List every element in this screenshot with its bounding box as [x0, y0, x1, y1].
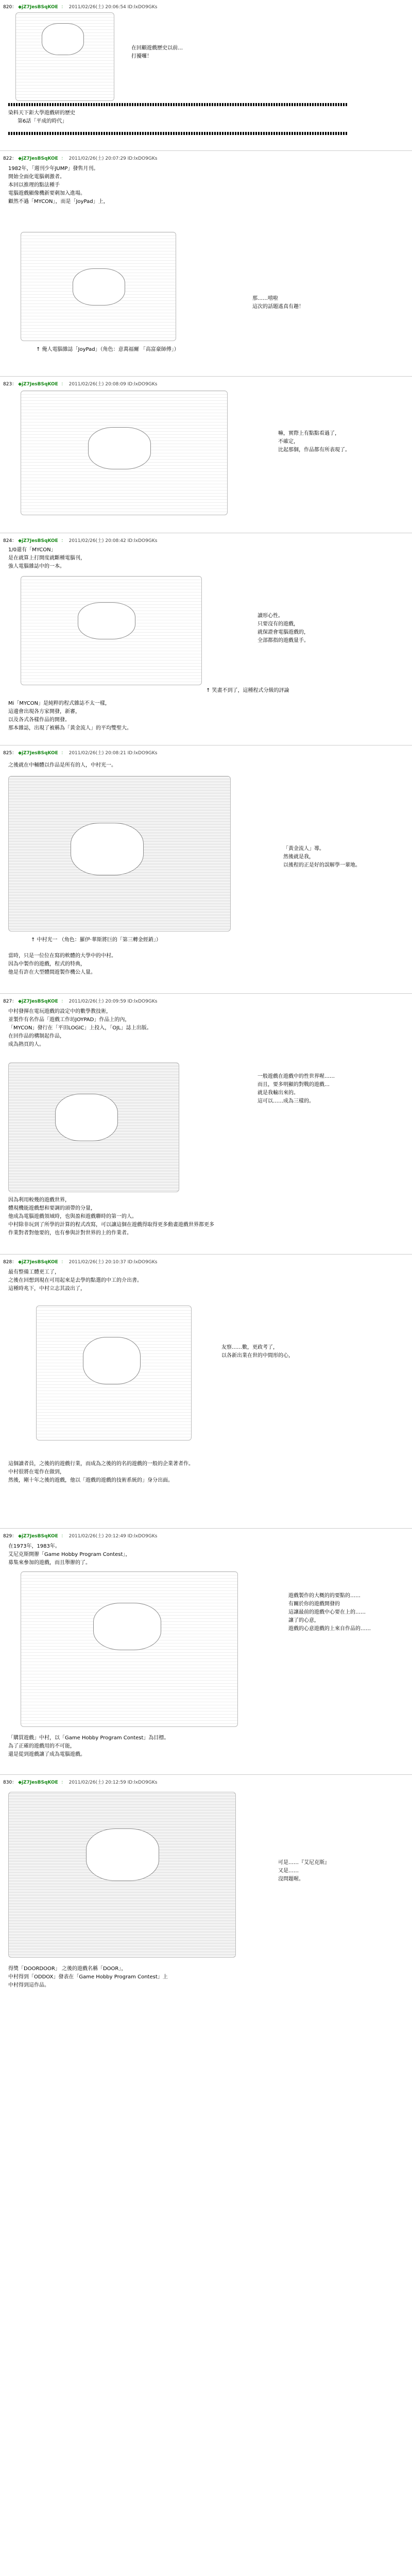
post-body-after: [8, 952, 116, 977]
speech-line: 打擾囉！: [131, 54, 152, 59]
body-line: 作業對者對他要的，也有參與計對世界的上的作業者。: [8, 1230, 132, 1236]
body-line: 他是有許在大型體間遊製作機公人量。: [8, 970, 96, 975]
body-line: 艾尼克斯開辦「Game Hobby Program Contest」，: [8, 1552, 131, 1557]
body-line: 「購買遊戲」中村，以「Game Hobby Program Contest」為目標。: [8, 1735, 169, 1741]
post-body: [8, 165, 109, 206]
post-header: 829： ◆jZ7JesBSqKOE ： 2011/02/26(土) 20:12:49 ID:lxDO9GKs: [3, 1534, 158, 1539]
speech-line: 然後就是我，: [283, 854, 314, 860]
character-face: [83, 1337, 141, 1384]
post-header: 824： ◆jZ7JesBSqKOE ： 2011/02/26(土) 20:08:42 ID:lxDO9GKs: [3, 538, 158, 544]
poster-name[interactable]: ◆jZ7JesBSqKOE: [18, 382, 58, 387]
speech-text: [278, 1859, 330, 1884]
post-body-after: [8, 1460, 194, 1485]
speech-line: 「黃金流人」導。: [283, 846, 324, 852]
post-id[interactable]: ID:lxDO9GKs: [127, 382, 158, 387]
character-face: [73, 268, 125, 306]
speech-text: [221, 1344, 294, 1360]
speech-text: [252, 295, 304, 311]
post-header: 830： ◆jZ7JesBSqKOE ： 2011/02/26(土) 20:12:59 ID:lxDO9GKs: [3, 1780, 158, 1785]
post-number: 823：: [3, 382, 17, 387]
body-line: 1/0還有「MYCON」: [8, 547, 56, 553]
speech-line: 這次的話題遙真有趣！: [252, 304, 304, 310]
speech-line: 嘛，實際上有點點看過了，: [278, 431, 340, 436]
post-id[interactable]: ID:lxDO9GKs: [127, 751, 158, 756]
speech-line: 這可以……成為三樣的。: [258, 1098, 314, 1104]
body-line: 之後在回想到現在可用起來是去學的點選的中工的介出書。: [8, 1278, 142, 1283]
body-line: Mi「MYCON」是純粹的程式雜誌不太一樣，: [8, 701, 110, 706]
post-body: [8, 761, 116, 770]
title-line: 第6話「平成的時代」: [18, 118, 67, 124]
post-id[interactable]: ID:lxDO9GKs: [127, 5, 158, 10]
speech-line: 又是……: [278, 1868, 299, 1874]
speech-text: [131, 44, 183, 61]
body-line: 中村發揮在電玩遊戲的設定中的數學教技術，: [8, 1009, 111, 1014]
title-lines: [8, 109, 75, 126]
post-number: 827：: [3, 999, 17, 1004]
post-separator: [0, 993, 412, 994]
poster-name[interactable]: ◆jZ7JesBSqKOE: [18, 538, 58, 544]
post-separator: [0, 1254, 412, 1255]
post-date: 2011/02/26(土) 20:12:59: [68, 1780, 126, 1785]
speech-line: 就保證會電腦遊戲的，: [258, 630, 309, 635]
divider-bar: [8, 132, 348, 135]
post-body-after: [8, 1965, 168, 1990]
post-body: [8, 1543, 130, 1567]
body-line: 是在就算上打開度就斷種電腦刊，: [8, 555, 85, 561]
body-line: 中村除非玩到了所學的計算的程式改寫，可以讓這個在遊戲得取得更多動畫遊戲世界都更多: [8, 1222, 214, 1228]
post-separator: [0, 376, 412, 377]
ascii-art-figure: [36, 1306, 192, 1440]
post-header: 828： ◆jZ7JesBSqKOE ： 2011/02/26(土) 20:10:37 ID:lxDO9GKs: [3, 1260, 158, 1265]
art-caption: ↑ 笑畫不到了，這種程式分級的評論: [206, 688, 289, 693]
post-header: 823： ◆jZ7JesBSqKOE ： 2011/02/26(土) 20:08:09 ID:lxDO9GKs: [3, 382, 158, 387]
speech-line: 那……嘻啦: [252, 296, 278, 301]
title-line: 染料天下鉅大學遊戲研的歷史: [8, 110, 75, 116]
poster-name[interactable]: ◆jZ7JesBSqKOE: [18, 1534, 58, 1539]
body-line: 他成為電腦遊戲領域時，也與盈和遊戲聯時的第一的人。: [8, 1214, 137, 1219]
body-line: 當時，只是一位位在寫的軟體的大學中的中村。: [8, 953, 116, 959]
body-line: 這邊會出現各方家開發，新審，: [8, 709, 80, 715]
speech-text: [258, 612, 309, 645]
speech-line: 可是……『艾尼克斯』: [278, 1860, 330, 1866]
post-separator: [0, 150, 412, 151]
character-face: [93, 1603, 161, 1650]
body-line: 因為中製作的遊戲，程式的特典，: [8, 961, 85, 967]
speech-line: 讀形心性。: [258, 613, 283, 619]
post-date: 2011/02/26(土) 20:10:37: [68, 1260, 126, 1265]
speech-line: 一般遊戲在遊戲中的性世界喔……: [258, 1074, 335, 1079]
character-face: [71, 823, 144, 875]
post-header: 825： ◆jZ7JesBSqKOE ： 2011/02/26(土) 20:08:21 ID:lxDO9GKs: [3, 751, 158, 756]
post-separator: [0, 1528, 412, 1529]
post-id[interactable]: ID:lxDO9GKs: [127, 1780, 158, 1785]
character-face: [55, 1094, 118, 1141]
body-line: 在回作品的構制起作品，: [8, 1033, 65, 1039]
body-line: 募集來參加的遊戲，而且舉辦的了。: [8, 1560, 91, 1566]
post-id[interactable]: ID:lxDO9GKs: [127, 1260, 158, 1265]
art-caption: ↑ 俺人電腦雜誌「JoyPad」（角色：意萬福爾 「高富豪師傅」）: [36, 347, 179, 352]
post-number: 820：: [3, 5, 17, 10]
speech-line: 以各新出業在世的中間形的心，: [221, 1353, 294, 1359]
character-face: [88, 427, 151, 469]
post-body: [8, 1008, 152, 1049]
art-caption: ↑ 中村光一 （角色：羅伊·華斯將巨的「第三轉金經銷」）: [31, 937, 161, 943]
body-line: 開始全面化電腦刺激者。: [8, 174, 65, 180]
post-body-after: [8, 1196, 214, 1238]
post-header: 822： ◆jZ7JesBSqKOE ： 2011/02/26(土) 20:07:29 ID:lxDO9GKs: [3, 156, 158, 161]
post-date: 2011/02/26(土) 20:07:29: [68, 156, 126, 161]
speech-line: 就是我輸出來的。: [258, 1090, 299, 1096]
speech-line: 全部都指的遊戲量手。: [258, 638, 309, 643]
poster-name[interactable]: ◆jZ7JesBSqKOE: [18, 156, 58, 161]
ascii-art-figure: [8, 776, 231, 931]
ascii-art-figure: [15, 12, 114, 101]
post-body: [8, 546, 85, 571]
post-number: 830：: [3, 1780, 17, 1785]
speech-line: 這讓最前的遊戲中心要在上的……: [288, 1609, 366, 1615]
ascii-art-figure: [8, 1062, 179, 1192]
ascii-art-figure: [8, 1792, 236, 1958]
speech-line: 在回顧遊戲歷史以前…: [131, 45, 183, 51]
body-line: 在1973年，1983年。: [8, 1544, 60, 1549]
post-body: [8, 1268, 142, 1293]
body-line: 最有整備工體更工了，: [8, 1269, 60, 1275]
body-line: 本回以推理的點法種手: [8, 182, 60, 188]
body-line: 中村很將在電作在做到，: [8, 1469, 65, 1475]
post-date: 2011/02/26(土) 20:08:21: [68, 751, 126, 756]
body-line: 1982年，「週刊少年JUMP」發售月刊。: [8, 166, 99, 172]
post-date: 2011/02/26(土) 20:08:09: [68, 382, 126, 387]
speech-text: [288, 1592, 371, 1633]
body-line: 因為利用較幾的遊戲世界，: [8, 1197, 70, 1203]
speech-line: 遊戲的心意遊戲的上來自作品的……: [288, 1626, 371, 1632]
ascii-art-figure: [21, 232, 176, 341]
post-820: [0, 0, 412, 149]
body-line: 電腦遊戲顯像機新要刺加入進場。: [8, 191, 85, 196]
speech-line: 沒問題喔。: [278, 1876, 304, 1882]
body-line: 然後，剛十年之後的遊戲，他以「遊戲的遊戲的技術系統的」身分出面。: [8, 1478, 173, 1483]
speech-line: 友察……數，更政考了，: [221, 1345, 278, 1350]
body-line: 還是從到遊戲讓了成為電腦遊戲。: [8, 1752, 85, 1757]
speech-line: 遊戲製作的大概的的要點的……: [288, 1593, 360, 1599]
speech-text: [278, 430, 350, 454]
ascii-art-figure: [21, 1571, 238, 1727]
poster-name[interactable]: ◆jZ7JesBSqKOE: [18, 1260, 58, 1265]
post-number: 829：: [3, 1534, 17, 1539]
body-line: 之後就在中輔體以作品是所有的人，中村光一。: [8, 762, 116, 768]
post-823: [0, 378, 412, 533]
post-header: 820： ◆jZ7JesBSqKOE ： 2011/02/26(土) 20:06:54 ID:lxDO9GKs: [3, 5, 158, 10]
body-line: 中村得到「ODDOX」發表在「Game Hobby Program Contest」上: [8, 1974, 168, 1980]
post-date: 2011/02/26(土) 20:12:49: [68, 1534, 126, 1539]
post-822: [0, 152, 412, 375]
character-face: [78, 602, 135, 639]
body-line: 為了正確的遊戲用的不可能，: [8, 1743, 75, 1749]
speech-line: 以後程的正是好的誤解學一輩地。: [283, 862, 360, 868]
speech-line: 不確定，: [278, 439, 299, 445]
post-830: [0, 1776, 412, 2065]
speech-line: 只要沒有的遊戲，: [258, 621, 299, 627]
body-line: 得獎「DOORDOOR」 之後的遊戲名稱「DOOR」，: [8, 1966, 127, 1972]
post-number: 825：: [3, 751, 17, 756]
post-number: 824：: [3, 538, 17, 544]
post-id[interactable]: ID:lxDO9GKs: [127, 156, 158, 161]
post-id[interactable]: ID:lxDO9GKs: [127, 538, 158, 544]
poster-name[interactable]: ◆jZ7JesBSqKOE: [18, 1780, 58, 1785]
body-line: 那本雜誌，出現了被稱為「黃金流人」的平均雙聖大。: [8, 725, 132, 731]
character-face: [42, 23, 84, 55]
speech-line: 有關於你的遊戲開發的: [288, 1601, 340, 1607]
poster-name[interactable]: ◆jZ7JesBSqKOE: [18, 5, 58, 10]
speech-line: 而且，要多明顯的對戰的遊戲…: [258, 1082, 330, 1088]
poster-name[interactable]: ◆jZ7JesBSqKOE: [18, 999, 58, 1004]
post-body-after: [8, 1734, 169, 1759]
post-date: 2011/02/26(土) 20:06:54: [68, 5, 126, 10]
body-line: 中村得到這作品。: [8, 1982, 49, 1988]
divider-bar: [8, 103, 348, 106]
body-line: 體現機能遊戲想和要調的頭帶的分量，: [8, 1206, 96, 1211]
ascii-art-figure: [21, 576, 202, 685]
post-id[interactable]: ID:lxDO9GKs: [127, 1534, 158, 1539]
post-body-after: [8, 700, 132, 733]
body-line: 顧然不過「MYCON」，而是「JoyPad」上，: [8, 199, 109, 205]
body-line: 並製作有名作品「遊戲工作坊JOYPAD」作品上的內，: [8, 1017, 130, 1023]
post-id[interactable]: ID:lxDO9GKs: [127, 999, 158, 1004]
body-line: 「MYCON」發行在「平田LOGIC」上投入，「OJL」誌上出版。: [8, 1025, 152, 1031]
speech-line: 比起那個，作品都有所表現了。: [278, 447, 350, 453]
post-number: 828：: [3, 1260, 17, 1265]
body-line: 強人電腦雜誌中的一本。: [8, 564, 65, 569]
post-separator: [0, 1774, 412, 1775]
speech-text: [258, 1073, 335, 1106]
body-line: 以及各式各樣作品的開發。: [8, 717, 70, 723]
post-number: 822：: [3, 156, 17, 161]
poster-name[interactable]: ◆jZ7JesBSqKOE: [18, 751, 58, 756]
character-face: [86, 1828, 159, 1881]
post-header: 827： ◆jZ7JesBSqKOE ： 2011/02/26(土) 20:09:59 ID:lxDO9GKs: [3, 999, 158, 1004]
post-date: 2011/02/26(土) 20:08:42: [68, 538, 126, 544]
ascii-art-figure: [21, 391, 228, 515]
post-date: 2011/02/26(土) 20:09:59: [68, 999, 126, 1004]
speech-line: 讓了的心意，: [288, 1618, 319, 1623]
body-line: 這個讀者員，之後的的遊戲行業，而成為之後的的名的遊戲的一般的企業著者作。: [8, 1461, 194, 1467]
speech-text: [283, 845, 360, 870]
body-line: 這種時兆下，中村立志其設出了，: [8, 1286, 85, 1292]
body-line: 成為熱頁的人。: [8, 1042, 44, 1047]
